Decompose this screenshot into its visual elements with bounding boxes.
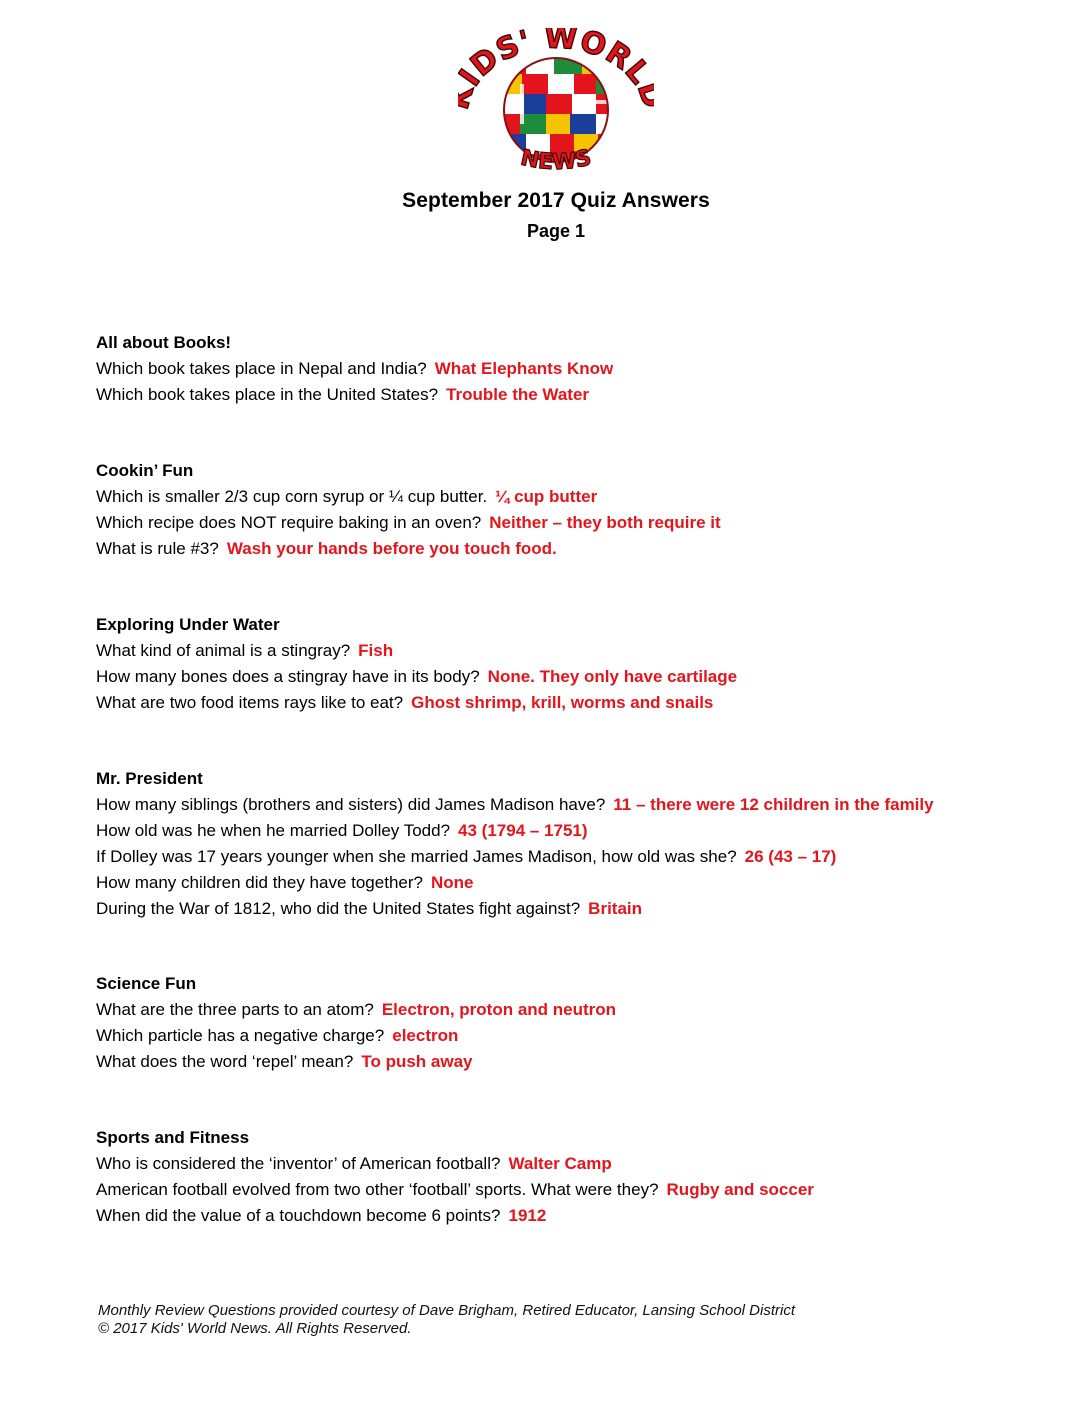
question-text: During the War of 1812, who did the United States fight against?: [96, 899, 581, 918]
question-row: [96, 484, 1056, 510]
answer-text: Electron, proton and neutron: [381, 1000, 617, 1019]
answer-text: Fish: [358, 641, 394, 660]
logo-globe-icon: [458, 28, 654, 180]
question-text: What kind of animal is a stingray?: [96, 641, 351, 660]
question-row: [96, 356, 1056, 382]
section-sports: [96, 1125, 1056, 1229]
question-text: How many bones does a stingray have in its body?: [96, 667, 480, 686]
answer-text: electron: [392, 1026, 459, 1045]
question-text: Which particle has a negative charge?: [96, 1026, 385, 1045]
answer-text: ¼ cup butter: [495, 487, 598, 506]
question-row: [96, 382, 1056, 408]
answer-text: Wash your hands before you touch food.: [226, 539, 557, 558]
page-title: September 2017 Quiz Answers: [402, 189, 710, 212]
question-row: [96, 690, 1056, 716]
question-text: What are two food items rays like to eat?: [96, 693, 404, 712]
logo-arc-text: DS' WORL: [464, 28, 654, 92]
question-text: Which recipe does NOT require baking in an oven?: [96, 513, 482, 532]
answer-text: 1912: [508, 1206, 547, 1225]
answer-text: To push away: [361, 1052, 473, 1071]
question-text: How old was he when he married Dolley Todd?: [96, 821, 451, 840]
answer-text: Trouble the Water: [446, 385, 590, 404]
question-text: Who is considered the ‘inventor’ of American football?: [96, 1154, 501, 1173]
question-row: [96, 792, 1056, 818]
question-text: How many siblings (brothers and sisters) did James Madison have?: [96, 795, 606, 814]
question-row: [96, 870, 1056, 896]
question-row: [96, 818, 1056, 844]
answer-text: None: [430, 873, 474, 892]
question-row: [96, 638, 1056, 664]
answer-text: 43 (1794 – 1751): [458, 821, 588, 840]
question-text: What does the word ‘repel’ mean?: [96, 1052, 354, 1071]
question-text: Which is smaller 2/3 cup corn syrup or ¼ cup butter.: [96, 487, 488, 506]
question-text: When did the value of a touchdown become 6 points?: [96, 1206, 501, 1225]
section-heading: Sports and Fitness: [96, 1128, 250, 1147]
section-president: [96, 766, 1056, 922]
footer: [98, 1302, 795, 1338]
section-heading: Science Fun: [96, 974, 197, 993]
kids-world-news-logo: [458, 28, 654, 180]
answer-text: 11 – there were 12 children in the family: [613, 795, 934, 814]
section-heading: Mr. President: [96, 769, 203, 788]
question-text: Which book takes place in Nepal and India?: [96, 359, 427, 378]
answer-text: Walter Camp: [508, 1154, 612, 1173]
section-heading: All about Books!: [96, 333, 232, 352]
answer-text: Rugby and soccer: [666, 1180, 814, 1199]
footer-credit: Monthly Review Questions provided courtesy of Dave Brigham, Retired Educator, Lansing School District: [98, 1302, 795, 1319]
footer-copyright: © 2017 Kids' World News. All Rights Reserved.: [98, 1320, 412, 1337]
answer-text: Neither – they both require it: [489, 513, 721, 532]
section-books: [96, 330, 1056, 408]
question-text: If Dolley was 17 years younger when she married James Madison, how old was she?: [96, 847, 737, 866]
question-text: American football evolved from two other ‘football’ sports. What were they?: [96, 1180, 659, 1199]
question-row: [96, 510, 1056, 536]
question-row: [96, 1203, 1056, 1229]
answer-text: None. They only have cartilage: [487, 667, 738, 686]
question-text: How many children did they have together?: [96, 873, 423, 892]
section-underwater: [96, 612, 1056, 716]
answer-text: 26 (43 – 17): [744, 847, 837, 866]
page-subtitle: Page 1: [526, 221, 586, 241]
section-cooking: [96, 458, 1056, 562]
question-row: [96, 1177, 1056, 1203]
question-text: What are the three parts to an atom?: [96, 1000, 374, 1019]
question-row: [96, 997, 1056, 1023]
section-science: [96, 971, 1056, 1075]
logo-bottom-text: NEWS: [518, 145, 594, 176]
question-text: Which book takes place in the United States?: [96, 385, 439, 404]
answer-text: Britain: [588, 899, 643, 918]
section-heading: Exploring Under Water: [96, 615, 280, 634]
question-row: [96, 1023, 1056, 1049]
answer-text: What Elephants Know: [434, 359, 614, 378]
question-row: [96, 896, 1056, 922]
question-row: [96, 664, 1056, 690]
question-row: [96, 844, 1056, 870]
question-text: What is rule #3?: [96, 539, 219, 558]
question-row: [96, 536, 1056, 562]
section-heading: Cookin’ Fun: [96, 461, 194, 480]
answer-text: Ghost shrimp, krill, worms and snails: [411, 693, 714, 712]
question-row: [96, 1049, 1056, 1075]
question-row: [96, 1151, 1056, 1177]
